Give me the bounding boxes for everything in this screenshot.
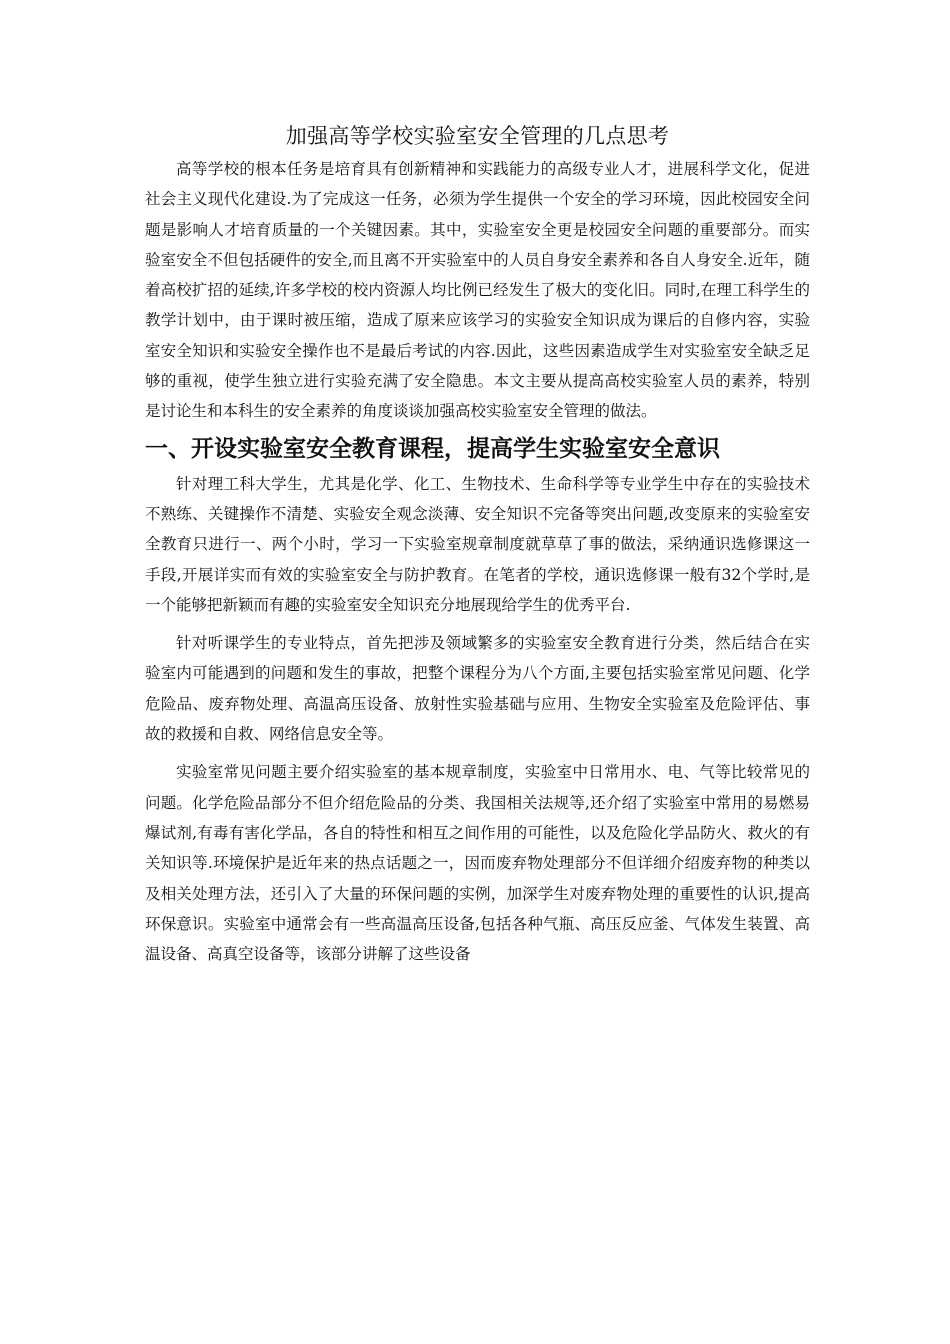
body-paragraph: 针对理工科大学生，尤其是化学、化工、生物技术、生命科学等专业学生中存在的实验技术不熟练、关键操作不清楚、实验安全观念淡薄、安全知识不完备等突出问题,改变原来的实验室安全教育只进行一、两个小时，学习一下实验室规章制度就草草了事的做法，采纳通识选修课这一手段,开展详实而有效的实验室安全与防护教育。在笔者的学校，通识选修课一般有32个学时,是一个能够把新颖而有趣的实验室安全知识充分地展现给学生的优秀平台. <box>145 474 810 614</box>
paragraph-spacer <box>145 620 810 628</box>
paragraph-spacer <box>145 749 810 757</box>
intro-paragraph: 高等学校的根本任务是培育具有创新精神和实践能力的高级专业人才，进展科学文化，促进社会主义现代化建设.为了完成这一任务，必须为学生提供一个安全的学习环境，因此校园安全问题是影响人才培育质量的一个关键因素。其中，实验室安全更是校园安全问题的重要部分。而实验室安全不但包括硬件的安全,而且离不开实验室中的人员自身安全素养和各自人身安全.近年，随着高校扩招的延续,许多学校的校内资源人均比例已经发生了极大的变化旧。同时,在理工科学生的教学计划中，由于课时被压缩，造成了原来应该学习的实验安全知识成为课后的自修内容，实验室安全知识和实验安全操作也不是最后考试的内容.因此，这些因素造成学生对实验室安全缺乏足够的重视，使学生独立进行实验充满了安全隐患。本文主要从提高高校实验室人员的素养，特别是讨论生和本科生的安全素养的角度谈谈加强高校实验室安全管理的做法。 <box>145 160 810 421</box>
document-body <box>145 118 810 969</box>
body-paragraph: 针对听课学生的专业特点，首先把涉及领域繁多的实验室安全教育进行分类，然后结合在实验室内可能遇到的问题和发生的事故，把整个课程分为八个方面,主要包括实验室常见问题、化学危险品、废弃物处理、高温高压设备、放射性实验基础与应用、生物安全实验室及危险评估、事故的救援和自救、网络信息安全等。 <box>145 634 810 744</box>
section-heading: 一、开设实验室安全教育课程，提高学生实验室安全意识 <box>145 435 720 462</box>
document-title: 加强高等学校实验室安全管理的几点思考 <box>285 124 670 148</box>
body-paragraph: 实验室常见问题主要介绍实验室的基本规章制度，实验室中日常用水、电、气等比较常见的问题。化学危险品部分不但介绍危险品的分类、我国相关法规等,还介绍了实验室中常用的易燃易爆试剂,有毒有害化学品，各自的特性和相互之间作用的可能性，以及危险化学品防火、救火的有关知识等.环境保护是近年来的热点话题之一，因而废弃物处理部分不但详细介绍废弃物的种类以及相关处理方法，还引入了大量的环保问题的实例，加深学生对废弃物处理的重要性的认识,提高环保意识。实验室中通常会有一些高温高压设备,包括各种气瓶、高压反应釜、气体发生装置、高温设备、高真空设备等，该部分讲解了这些设备 <box>145 763 810 964</box>
